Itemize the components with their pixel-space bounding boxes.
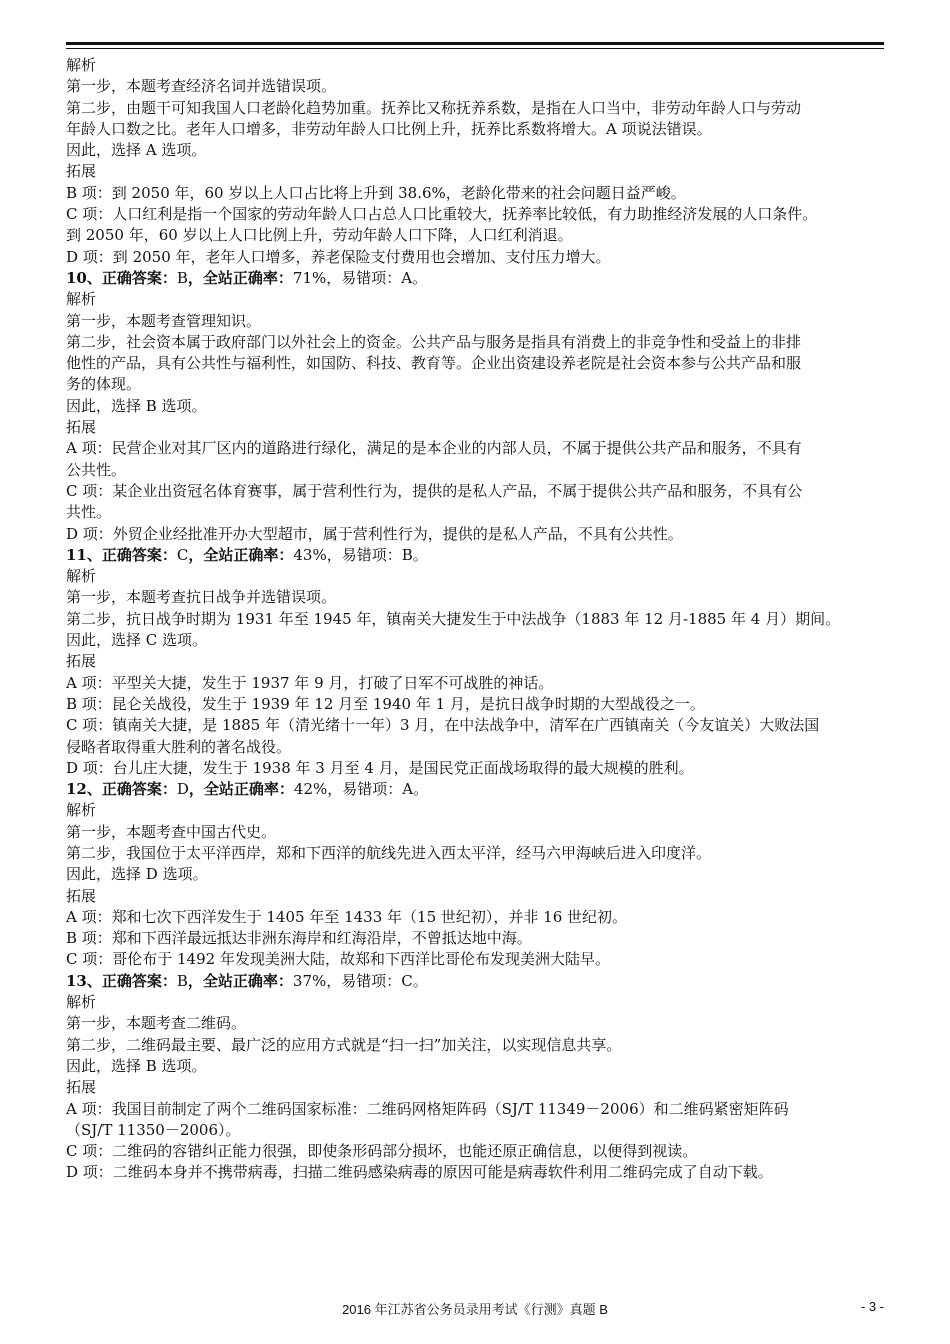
page-footer <box>0 1299 950 1319</box>
text-line: B 项：到 2050 年，60 岁以上人口占比将上升到 38.6%，老龄化带来的社会问题日益严峻。 <box>66 183 686 202</box>
text-line: 第一步，本题考查管理知识。 <box>66 311 262 330</box>
answer-line <box>66 779 886 800</box>
text-line: B 项：昆仑关战役，发生于 1939 年 12 月至 1940 年 1 月，是抗日战争时期的大型战役之一。 <box>66 694 705 713</box>
document-body <box>66 55 886 1184</box>
answer-value: B <box>176 268 188 287</box>
text-line: 侵略者取得重大胜利的著名战役。 <box>66 737 292 756</box>
text-line: 解析 <box>66 993 97 1012</box>
header-rule-thin <box>66 48 884 49</box>
answer-value: B <box>176 971 188 990</box>
text-line: 第二步，抗日战争时期为 1931 年至 1945 年，镇南关大捷发生于中法战争（1883 年 12 月-1885 年 4 月）期间。 <box>66 609 841 628</box>
text-line: C 项：镇南关大捷，是 1885 年（清光绪十一年）3 月，在中法战争中，清军在广西镇南关（今友谊关）大败法国 <box>66 716 820 735</box>
answer-line <box>66 545 886 566</box>
answer-line <box>66 971 886 992</box>
answer-label: 13、正确答案： <box>66 971 177 990</box>
text-line: （SJ/T 11350－2006）。 <box>66 1120 241 1139</box>
text-line: 解析 <box>66 290 97 309</box>
header-rule-thick <box>66 42 884 45</box>
text-line: 拓展 <box>66 886 97 905</box>
text-line: 第一步，本题考查中国古代史。 <box>66 822 277 841</box>
text-line: 解析 <box>66 801 97 820</box>
page-number: - 3 - <box>860 1299 884 1314</box>
text-line: 第二步，由题干可知我国人口老龄化趋势加重。抚养比又称抚养系数，是指在人口当中，非劳动年龄人口与劳动 <box>66 98 802 117</box>
answer-value: C <box>176 545 189 564</box>
text-line: 因此，选择 A 选项。 <box>66 141 207 160</box>
accuracy-value: 42%，易错项：A。 <box>293 780 429 799</box>
text-line: A 项：我国目前制定了两个二维码国家标准：二维码网格矩阵码（SJ/T 11349－2006）和二维码紧密矩阵码 <box>66 1099 789 1118</box>
text-line: A 项：平型关大捷，发生于 1937 年 9 月，打破了日军不可战胜的神话。 <box>66 673 554 692</box>
accuracy-label: ，全站正确率： <box>188 545 294 564</box>
text-line: 公共性。 <box>66 460 127 479</box>
text-line: 因此，选择 D 选项。 <box>66 865 208 884</box>
text-line: 第一步，本题考查经济名词并选错误项。 <box>66 77 337 96</box>
text-line: 务的体现。 <box>66 375 142 394</box>
text-line: 第二步，社会资本属于政府部门以外社会上的资金。公共产品与服务是指具有消费上的非竞争性和受益上的非排 <box>66 332 802 351</box>
answer-label: 11、正确答案： <box>66 545 177 564</box>
text-line: C 项：二维码的容错纠正能力很强，即使条形码部分损坏，也能还原正确信息，以便得到视读。 <box>66 1142 698 1161</box>
text-line: D 项：外贸企业经批准开办大型超市，属于营利性行为，提供的是私人产品，不具有公共性。 <box>66 524 683 543</box>
text-line: 解析 <box>66 56 97 74</box>
text-line: C 项：某企业出资冠名体育赛事，属于营利性行为，提供的是私人产品，不属于提供公共产品和服务，不具有公 <box>66 481 803 500</box>
text-line: 他性的产品，具有公共性与福利性，如国防、科技、教育等。企业出资建设养老院是社会资本参与公共产品和服 <box>66 354 802 373</box>
accuracy-label: ，全站正确率： <box>187 268 293 287</box>
text-line: 因此，选择 C 选项。 <box>66 631 208 650</box>
text-line: 拓展 <box>66 162 97 181</box>
answer-line <box>66 268 886 289</box>
accuracy-value: 43%，易错项：B。 <box>293 545 428 564</box>
footer-title: 2016 年江苏省公务员录用考试《行测》真题 B <box>342 1302 608 1317</box>
text-line: A 项：郑和七次下西洋发生于 1405 年至 1433 年（15 世纪初），并非 16 世纪初。 <box>66 907 628 926</box>
text-line: 解析 <box>66 567 97 586</box>
answer-label: 10、正确答案： <box>66 268 177 287</box>
text-line: 因此，选择 B 选项。 <box>66 396 207 415</box>
text-line: B 项：郑和下西洋最远抵达非洲东海岸和红海沿岸，不曾抵达地中海。 <box>66 929 532 948</box>
accuracy-value: 71%，易错项：A。 <box>292 268 428 287</box>
text-line: 第二步，我国位于太平洋西岸，郑和下西洋的航线先进入西太平洋，经马六甲海峡后进入印度洋。 <box>66 843 712 862</box>
answer-value: D <box>176 780 189 799</box>
accuracy-label: ，全站正确率： <box>187 971 293 990</box>
text-line: 第一步，本题考查二维码。 <box>66 1014 247 1033</box>
answer-label: 12、正确答案： <box>66 780 177 799</box>
accuracy-label: ，全站正确率： <box>188 780 294 799</box>
text-line: A 项：民营企业对其厂区内的道路进行绿化，满足的是本企业的内部人员，不属于提供公共产品和服务，不具有 <box>66 439 802 458</box>
text-line: D 项：到 2050 年，老年人口增多，养老保险支付费用也会增加、支付压力增大。 <box>66 247 611 266</box>
text-line: D 项：台儿庄大捷，发生于 1938 年 3 月至 4 月，是国民党正面战场取得的最大规模的胜利。 <box>66 758 694 777</box>
text-line: C 项：哥伦布于 1492 年发现美洲大陆，故郑和下西洋比哥伦布发现美洲大陆早。 <box>66 950 610 969</box>
text-line: 到 2050 年，60 岁以上人口比例上升，劳动年龄人口下降，人口红利消退。 <box>66 226 573 245</box>
text-line: C 项：人口红利是指一个国家的劳动年龄人口占总人口比重较大，抚养率比较低，有力助推经济发展的人口条件。 <box>66 205 818 224</box>
text-line: D 项：二维码本身并不携带病毒，扫描二维码感染病毒的原因可能是病毒软件利用二维码完成了自动下载。 <box>66 1163 773 1182</box>
text-line: 年龄人口数之比。老年人口增多，非劳动年龄人口比例上升，抚养比系数将增大。A 项说法错误。 <box>66 119 712 138</box>
text-line: 拓展 <box>66 418 97 437</box>
text-line: 共性。 <box>66 503 112 522</box>
text-line: 因此，选择 B 选项。 <box>66 1056 207 1075</box>
text-line: 拓展 <box>66 1078 97 1097</box>
text-line: 拓展 <box>66 652 97 671</box>
accuracy-value: 37%，易错项：C。 <box>292 971 428 990</box>
text-line: 第一步，本题考查抗日战争并选错误项。 <box>66 588 337 607</box>
text-line: 第二步，二维码最主要、最广泛的应用方式就是“扫一扫”加关注，以实现信息共享。 <box>66 1035 622 1054</box>
